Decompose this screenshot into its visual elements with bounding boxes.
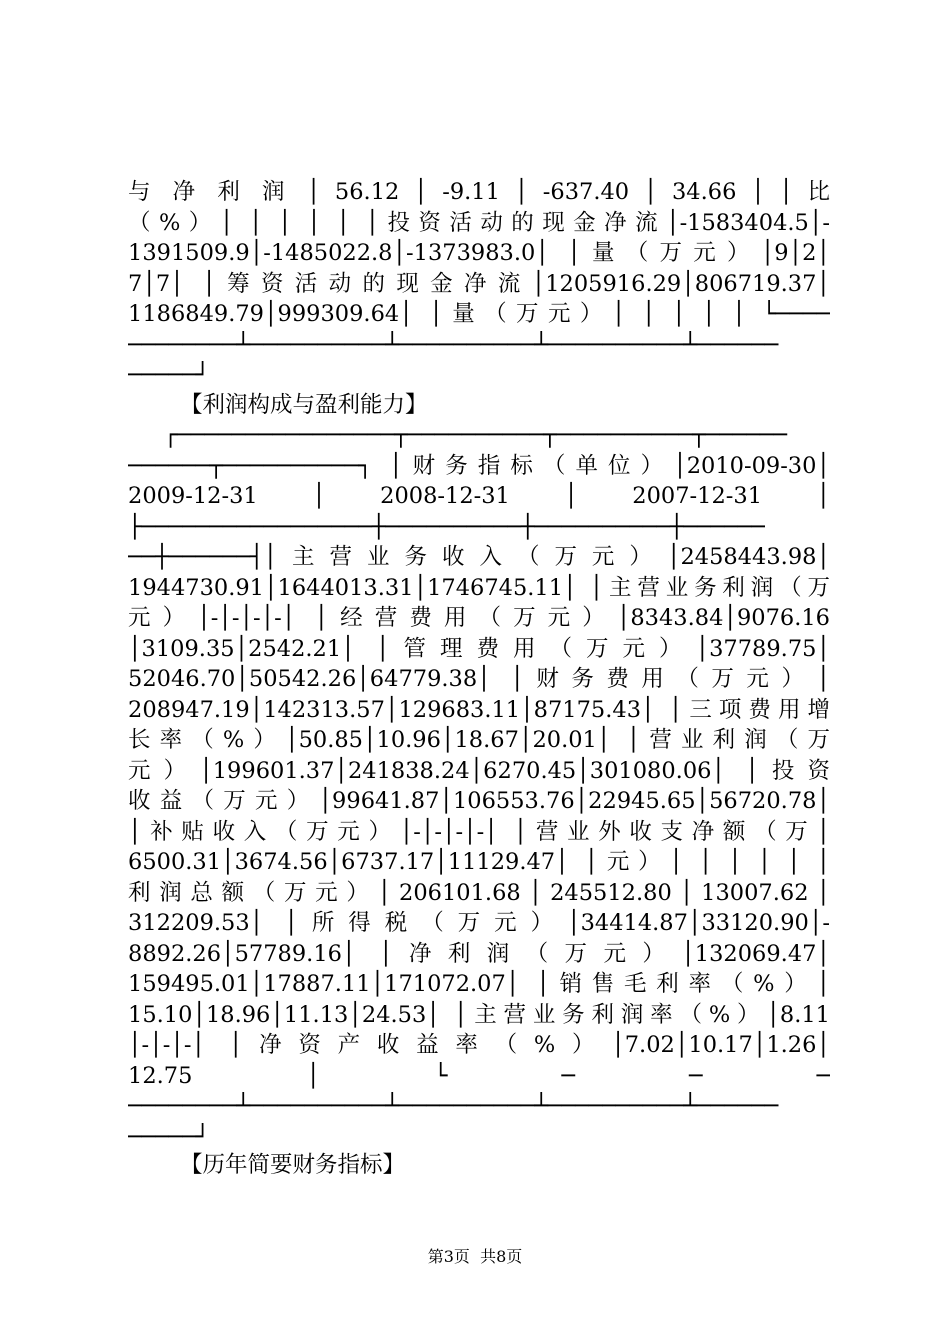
text-line: 收益（万元）│99641.87│106553.76│22945.65│56720.78│ — [128, 788, 830, 814]
text-line: ├─────────────────┼──────────┼──────────┼────── — [128, 513, 765, 540]
section-heading-profit: 【利润构成与盈利能力】 — [180, 392, 428, 418]
text-line: │3109.35│2542.21│ │管理费用（万元）│37789.75│ — [128, 635, 830, 662]
text-line: ────────┴──────────┴──────────┴──────────┴────── — [128, 331, 779, 358]
text-line: 元）│-│-│-│-│ │经营费用（万元）│8343.84│9076.16 — [128, 605, 830, 631]
text-line: 312209.53│ │所得税（万元）│34414.87│33120.90│- — [128, 910, 830, 936]
text-line: 1186849.79│999309.64│ │量（万元）│ │ │ │ │ └──── — [128, 301, 830, 327]
text-line: 1944730.91│1644013.31│1746745.11│ │主营业务利润（万 — [128, 574, 830, 601]
text-line: 6500.31│3674.56│6737.17│11129.47│ │元）│ │ │ │ │ │ — [128, 849, 830, 875]
text-line: 7│7│ │筹资活动的现金净流│1205916.29│806719.37│ — [128, 270, 830, 297]
text-line: │-│-│-│ │净资产收益率（%）│7.02│10.17│1.26│ — [128, 1032, 830, 1058]
text-line: ──────┬──────────┐ │财务指标（单位）│2010-09-30│ — [128, 452, 830, 479]
text-line: 8892.26│57789.16│ │净利润（万元）│132069.47│ — [128, 940, 830, 967]
text-line: 15.10│18.96│11.13│24.53│ │主营业务利润率（%）│8.11 — [128, 1001, 830, 1028]
text-line: ──┼──────┤│主营业务收入（万元）│2458443.98│ — [128, 544, 830, 570]
text-line: 52046.70│50542.26│64779.38│ │财务费用（万元）│ — [128, 666, 830, 692]
text-line: 长率（%）│50.85│10.96│18.67│20.01│ │营业利润（万 — [128, 727, 830, 753]
section-heading-indicators: 【历年简要财务指标】 — [180, 1152, 406, 1178]
text-line: （%）│ │ │ │ │ │投资活动的现金净流│-1583404.5│- — [128, 209, 830, 236]
text-line: 元）│199601.37│241838.24│6270.45│301080.06│ │投资 — [128, 757, 830, 784]
text-line: ─────┘ — [128, 362, 210, 388]
page-footer: 第3页 共8页 — [427, 1247, 523, 1266]
text-line: │补贴收入（万元）│-│-│-│-│ │营业外收支净额（万│ — [128, 818, 830, 845]
text-line: ┌────────────────┬──────────┬──────────┬────── — [128, 422, 787, 448]
text-line: ────────┴──────────┴──────────┴──────────┴────── — [128, 1093, 779, 1119]
text-line: ─────┘ — [128, 1123, 210, 1150]
text-line: 利 润 总 额 （ 万 元 ） │ 206101.68 │ 245512.80 │ 13007.62 │ — [128, 879, 830, 906]
text-line: 1391509.9│-1485022.8│-1373983.0│ │量（万元）│9│2│ — [128, 240, 830, 266]
text-line: 2009-12-31 │ 2008-12-31 │ 2007-12-31 │ — [128, 483, 830, 509]
text-line: 208947.19│142313.57│129683.11│87175.43│ │三项费用增 — [128, 696, 830, 723]
text-line: 12.75 │ └ ─ ─ ─ — [128, 1062, 830, 1089]
text-line: 与 净 利 润 │ 56.12 │ -9.11 │ -637.40 │ 34.66 │ │ 比 — [128, 179, 830, 205]
text-line: 159495.01│17887.11│171072.07│ │销售毛利率（%）│ — [128, 971, 830, 997]
